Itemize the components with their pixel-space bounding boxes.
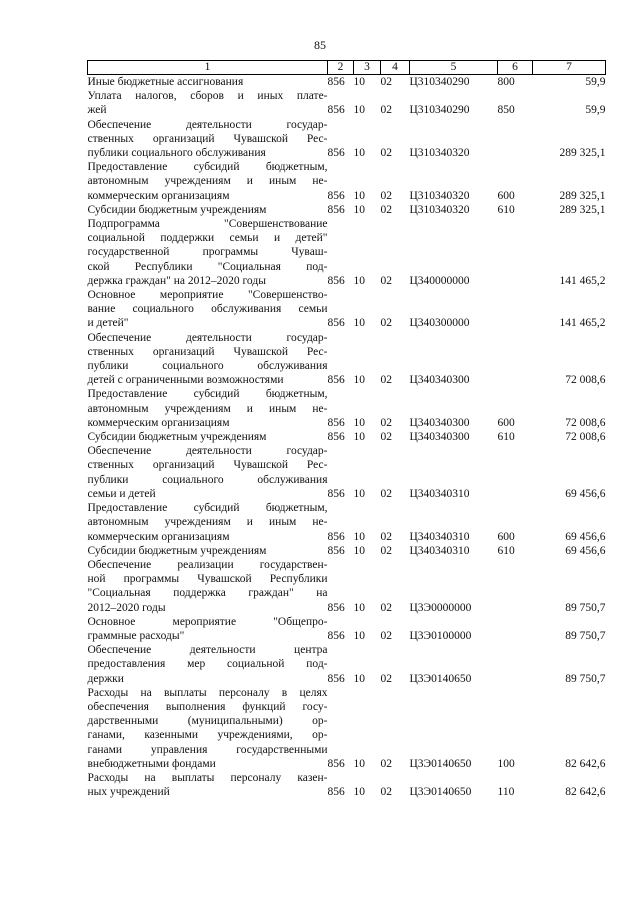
section-code: 10 <box>353 104 365 117</box>
amount: 69 456,6 <box>565 530 606 543</box>
row-name-line: и детей" <box>87 317 129 330</box>
section-code: 10 <box>353 374 365 387</box>
section-code: 10 <box>353 530 365 543</box>
subsection-code: 02 <box>380 629 392 642</box>
header-col-3: 3 <box>354 61 381 75</box>
table-row <box>88 203 606 217</box>
subsection-code: 02 <box>380 147 392 160</box>
table-row <box>88 89 606 117</box>
expense-type-code <box>498 331 533 388</box>
row-name-line: ской Республики "Социальная под- <box>87 260 328 273</box>
table-row <box>88 501 606 544</box>
row-name <box>88 430 328 444</box>
amount: 59,9 <box>585 104 606 117</box>
amount: 289 325,1 <box>559 147 606 160</box>
subsection-code: 02 <box>380 416 392 429</box>
row-name-line: Обеспечение деятельности государ- <box>87 331 328 344</box>
row-name-line: ной программы Чувашской Республики <box>87 573 328 586</box>
row-name-line: держка граждан" на 2012–2020 годы <box>87 274 266 287</box>
table-row <box>88 331 606 388</box>
row-name <box>88 686 328 771</box>
row-name-line: социальной поддержки семьи и детей" <box>87 232 328 245</box>
section-code: 10 <box>353 629 365 642</box>
admin-code: 856 <box>327 147 345 160</box>
expense-type-code <box>498 118 533 161</box>
table-row <box>88 387 606 430</box>
subsection-code: 02 <box>380 189 392 202</box>
admin-code: 856 <box>327 431 345 444</box>
row-name-line: Предоставление субсидий бюджетным, <box>87 161 328 174</box>
header-col-4: 4 <box>381 61 410 75</box>
subsection-code: 02 <box>380 601 392 614</box>
expense-type-code <box>498 558 533 615</box>
header-col-2: 2 <box>328 61 354 75</box>
subsection-code: 02 <box>380 487 392 500</box>
row-name-line: Предоставление субсидий бюджетным, <box>87 388 328 401</box>
target-article-code: Ц310340320 <box>409 147 470 160</box>
expense-type-code <box>498 217 533 288</box>
section-code: 10 <box>353 274 365 287</box>
expense-type-code: 610 <box>497 431 515 444</box>
row-name-line: ганами, казенными учреждениями, ор- <box>87 729 328 742</box>
target-article-code: Ц3Э0100000 <box>409 629 472 642</box>
row-name-line: Обеспечение деятельности государ- <box>87 118 328 131</box>
row-name <box>88 771 328 799</box>
row-name-line: Обеспечение реализации государствен- <box>87 558 328 571</box>
row-name <box>88 501 328 544</box>
target-article-code: Ц340340310 <box>409 530 470 543</box>
row-name-line: Уплата налогов, сборов и иных плате- <box>87 90 328 103</box>
target-article-code: Ц340340300 <box>409 431 470 444</box>
target-article-code: Ц340340310 <box>409 544 470 557</box>
amount: 72 008,6 <box>565 416 606 429</box>
admin-code: 856 <box>327 786 345 799</box>
table-row <box>88 288 606 331</box>
expense-type-code: 850 <box>497 104 515 117</box>
section-code: 10 <box>353 487 365 500</box>
expense-type-code: 600 <box>497 530 515 543</box>
table-row <box>88 160 606 203</box>
header-col-7: 7 <box>533 61 606 75</box>
section-code: 10 <box>353 544 365 557</box>
row-name-line: вание социального обслуживания семьи <box>87 303 328 316</box>
row-name-line: жей <box>87 104 107 117</box>
row-name-line: автономным учреждениям и иным не- <box>87 516 328 529</box>
admin-code: 856 <box>327 374 345 387</box>
subsection-code: 02 <box>380 544 392 557</box>
header-row <box>88 61 606 75</box>
section-code: 10 <box>353 147 365 160</box>
header-col-5: 5 <box>410 61 498 75</box>
expense-type-code <box>498 444 533 501</box>
amount: 82 642,6 <box>565 757 606 770</box>
subsection-code: 02 <box>380 274 392 287</box>
expense-type-code: 600 <box>497 189 515 202</box>
row-name-line: коммерческим организациям <box>87 530 230 543</box>
row-name-line: Расходы на выплаты персоналу в целях <box>87 686 328 699</box>
target-article-code: Ц3Э0000000 <box>409 601 472 614</box>
row-name-line: Субсидии бюджетным учреждениям <box>87 203 267 216</box>
section-code: 10 <box>353 76 365 88</box>
admin-code: 856 <box>327 317 345 330</box>
table-row <box>88 544 606 558</box>
amount: 289 325,1 <box>559 203 606 216</box>
expense-type-code <box>498 643 533 686</box>
section-code: 10 <box>353 317 365 330</box>
row-name <box>88 444 328 501</box>
row-name-line: публики социального обслуживания <box>87 360 328 373</box>
subsection-code: 02 <box>380 317 392 330</box>
row-name-line: автономным учреждениям и иным не- <box>87 175 328 188</box>
row-name-line: публики социального обслуживания <box>87 147 266 160</box>
amount: 69 456,6 <box>565 544 606 557</box>
row-name-line: ственных организаций Чувашской Рес- <box>87 345 328 358</box>
table-row <box>88 118 606 161</box>
row-name-line: публики социального обслуживания <box>87 473 328 486</box>
target-article-code: Ц340000000 <box>409 274 470 287</box>
admin-code: 856 <box>327 629 345 642</box>
row-name-line: предоставления мер социальной под- <box>87 658 328 671</box>
row-name-line: Обеспечение деятельности центра <box>87 644 328 657</box>
admin-code: 856 <box>327 530 345 543</box>
amount: 289 325,1 <box>559 189 606 202</box>
table-row <box>88 558 606 615</box>
section-code: 10 <box>353 757 365 770</box>
admin-code: 856 <box>327 487 345 500</box>
row-name-line: ных учреждений <box>87 786 170 799</box>
target-article-code: Ц340300000 <box>409 317 470 330</box>
subsection-code: 02 <box>380 672 392 685</box>
row-name-line: Субсидии бюджетным учреждениям <box>87 544 267 557</box>
row-name <box>88 331 328 388</box>
row-name-line: граммные расходы" <box>87 629 185 642</box>
row-name-line: семьи и детей <box>87 487 156 500</box>
table-row <box>88 75 606 90</box>
row-name-line: ганами управления государственными <box>87 743 328 756</box>
subsection-code: 02 <box>380 76 392 88</box>
target-article-code: Ц340340300 <box>409 416 470 429</box>
row-name-line: детей с ограниченными возможностями <box>87 374 284 387</box>
admin-code: 856 <box>327 601 345 614</box>
row-name-line: государственной программы Чуваш- <box>87 246 328 259</box>
row-name-line: Подпрограмма "Совершенствование <box>87 218 328 231</box>
table-row <box>88 771 606 799</box>
expense-type-code <box>498 615 533 643</box>
row-name-line: Иные бюджетные ассигнования <box>87 76 244 88</box>
page-number: 85 <box>314 38 326 52</box>
subsection-code: 02 <box>380 786 392 799</box>
row-name <box>88 118 328 161</box>
row-name <box>88 288 328 331</box>
row-name <box>88 615 328 643</box>
row-name-line: Расходы на выплаты персоналу казен- <box>87 771 328 784</box>
target-article-code: Ц310340320 <box>409 203 470 216</box>
target-article-code: Ц340340300 <box>409 374 470 387</box>
row-name-line: внебюджетными фондами <box>87 757 216 770</box>
amount: 141 465,2 <box>559 274 606 287</box>
admin-code: 856 <box>327 672 345 685</box>
expense-type-code: 800 <box>497 76 515 88</box>
section-code: 10 <box>353 203 365 216</box>
row-name-line: ственных организаций Чувашской Рес- <box>87 132 328 145</box>
table-row <box>88 217 606 288</box>
section-code: 10 <box>353 189 365 202</box>
section-code: 10 <box>353 601 365 614</box>
table-body <box>88 75 606 800</box>
row-name-line: коммерческим организациям <box>87 189 230 202</box>
row-name-line: дарственными (муниципальными) ор- <box>87 715 328 728</box>
amount: 89 750,7 <box>565 629 606 642</box>
subsection-code: 02 <box>380 203 392 216</box>
table-row <box>88 444 606 501</box>
amount: 82 642,6 <box>565 786 606 799</box>
target-article-code: Ц310340290 <box>409 104 470 117</box>
row-name <box>88 558 328 615</box>
row-name <box>88 387 328 430</box>
subsection-code: 02 <box>380 374 392 387</box>
amount: 89 750,7 <box>565 601 606 614</box>
subsection-code: 02 <box>380 431 392 444</box>
admin-code: 856 <box>327 757 345 770</box>
row-name <box>88 160 328 203</box>
amount: 89 750,7 <box>565 672 606 685</box>
target-article-code: Ц3Э0140650 <box>409 786 472 799</box>
row-name <box>88 217 328 288</box>
row-name <box>88 75 328 90</box>
admin-code: 856 <box>327 203 345 216</box>
expense-type-code: 110 <box>497 786 515 799</box>
row-name-line: коммерческим организациям <box>87 416 230 429</box>
row-name <box>88 643 328 686</box>
header-col-6: 6 <box>498 61 533 75</box>
expense-type-code: 600 <box>497 416 515 429</box>
row-name-line: обеспечения выполнения функций госу- <box>87 700 328 713</box>
admin-code: 856 <box>327 274 345 287</box>
expense-type-code: 610 <box>497 203 515 216</box>
section-code: 10 <box>353 416 365 429</box>
section-code: 10 <box>353 786 365 799</box>
row-name-line: ственных организаций Чувашской Рес- <box>87 459 328 472</box>
row-name-line: Основное мероприятие "Совершенство- <box>87 289 328 302</box>
amount: 72 008,6 <box>565 431 606 444</box>
amount: 141 465,2 <box>559 317 606 330</box>
table-row <box>88 643 606 686</box>
expense-type-code <box>498 288 533 331</box>
expense-type-code: 610 <box>497 544 515 557</box>
row-name-line: автономным учреждениям и иным не- <box>87 402 328 415</box>
admin-code: 856 <box>327 544 345 557</box>
row-name-line: 2012–2020 годы <box>87 601 166 614</box>
section-code: 10 <box>353 672 365 685</box>
table-row <box>88 615 606 643</box>
subsection-code: 02 <box>380 757 392 770</box>
target-article-code: Ц340340310 <box>409 487 470 500</box>
expense-type-code: 100 <box>497 757 515 770</box>
row-name-line: Субсидии бюджетным учреждениям <box>87 431 267 444</box>
target-article-code: Ц3Э0140650 <box>409 757 472 770</box>
subsection-code: 02 <box>380 104 392 117</box>
section-code: 10 <box>353 431 365 444</box>
row-name-line: держки <box>87 672 124 685</box>
amount: 59,9 <box>585 76 606 88</box>
amount: 72 008,6 <box>565 374 606 387</box>
row-name <box>88 89 328 117</box>
admin-code: 856 <box>327 189 345 202</box>
target-article-code: Ц310340290 <box>409 76 470 88</box>
header-col-1: 1 <box>88 61 328 75</box>
row-name-line: Основное мероприятие "Общепро- <box>87 615 328 628</box>
subsection-code: 02 <box>380 530 392 543</box>
admin-code: 856 <box>327 104 345 117</box>
table-row <box>88 430 606 444</box>
amount: 69 456,6 <box>565 487 606 500</box>
target-article-code: Ц3Э0140650 <box>409 672 472 685</box>
target-article-code: Ц310340320 <box>409 189 470 202</box>
admin-code: 856 <box>327 416 345 429</box>
table-row <box>88 686 606 771</box>
row-name-line: Обеспечение деятельности государ- <box>87 445 328 458</box>
admin-code: 856 <box>327 76 345 88</box>
budget-table <box>87 60 606 799</box>
row-name-line: "Социальная поддержка граждан" на <box>87 587 328 600</box>
row-name <box>88 203 328 217</box>
row-name-line: Предоставление субсидий бюджетным, <box>87 502 328 515</box>
row-name <box>88 544 328 558</box>
